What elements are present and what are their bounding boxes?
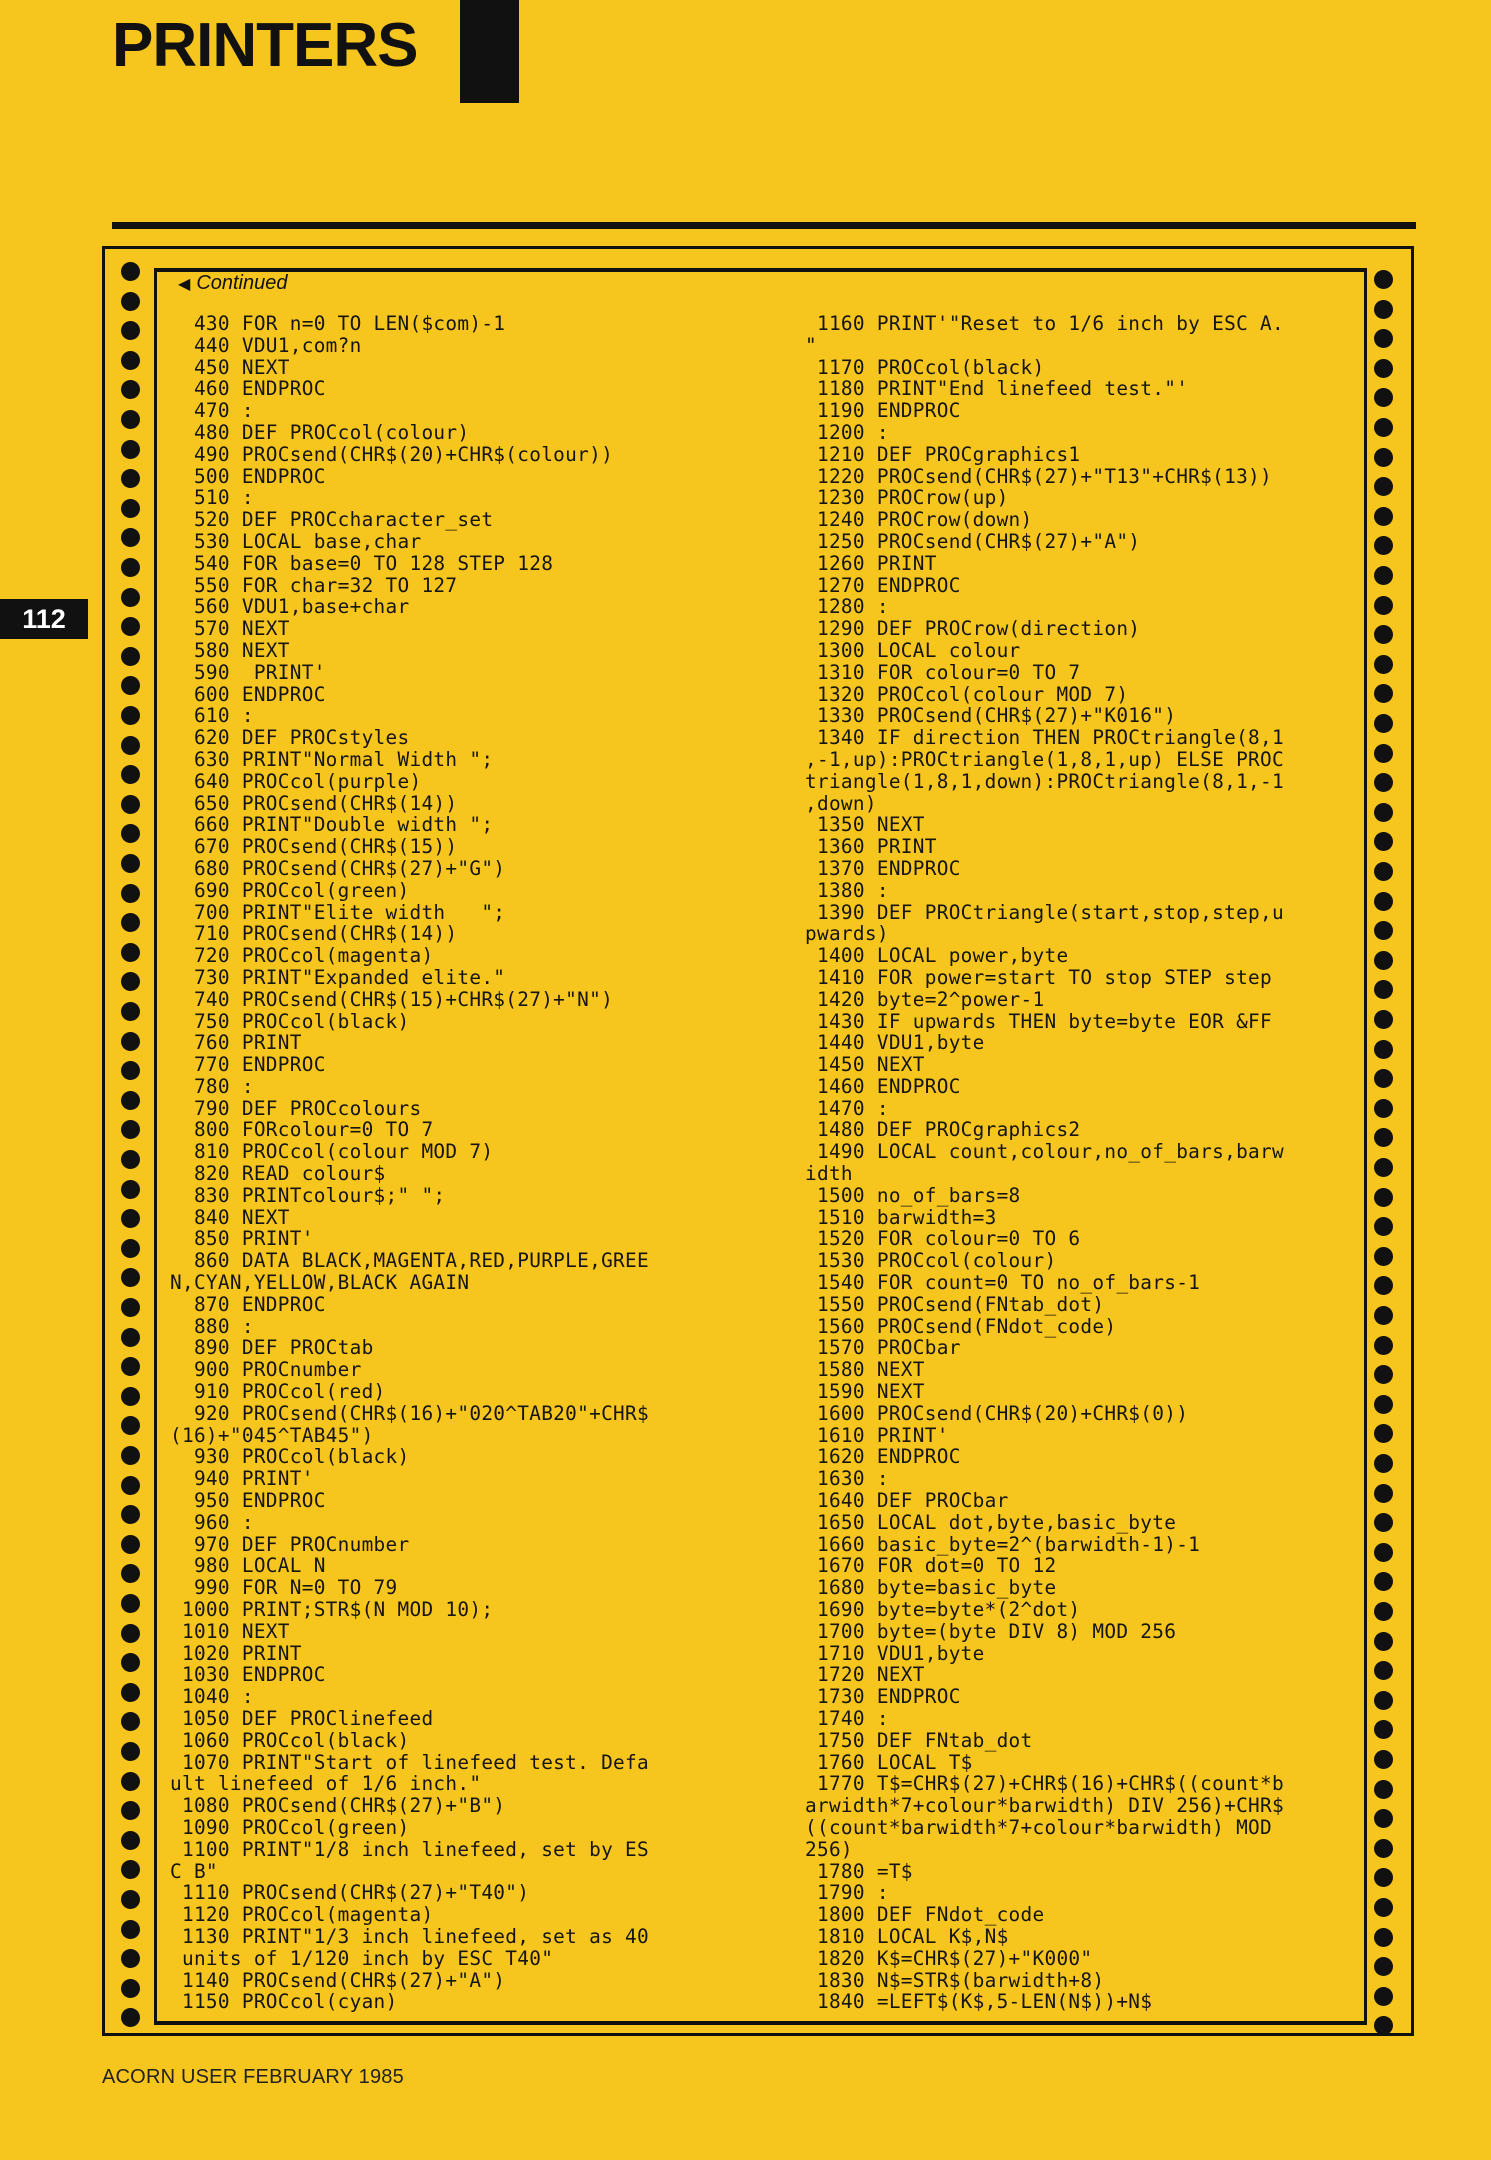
code-line: 790 DEF PROCcolours [170, 1096, 422, 1120]
tractor-hole [121, 292, 140, 311]
code-line: 1200 : [805, 420, 889, 444]
code-line: ,down) [805, 791, 877, 815]
tractor-hole [121, 1772, 140, 1791]
tractor-hole [1374, 714, 1393, 733]
code-line: 1320 PROCcol(colour MOD 7) [805, 682, 1129, 706]
code-line: 650 PROCsend(CHR$(14)) [170, 791, 458, 815]
code-line: 550 FOR char=32 TO 127 [170, 573, 458, 597]
code-line: 1600 PROCsend(CHR$(20)+CHR$(0)) [805, 1401, 1189, 1425]
page-title: PRINTERS [112, 11, 418, 80]
code-line: 910 PROCcol(red) [170, 1380, 386, 1404]
code-line: 1040 : [170, 1685, 254, 1709]
code-line: 1720 NEXT [805, 1663, 925, 1687]
tractor-hole [1374, 803, 1393, 822]
code-line: 1340 IF direction THEN PROCtriangle(8,1 [805, 726, 1284, 750]
code-line: C B" [170, 1859, 218, 1883]
code-line: 1360 PRINT [805, 835, 937, 859]
footer-publication: ACORN USER FEBRUARY 1985 [102, 2066, 404, 2088]
code-line: 1110 PROCsend(CHR$(27)+"T40") [170, 1881, 530, 1905]
tractor-hole [1374, 1484, 1393, 1503]
tractor-hole [1374, 1928, 1393, 1947]
tractor-hole [121, 558, 140, 577]
tractor-hole [1374, 1099, 1393, 1118]
code-line: 1330 PROCsend(CHR$(27)+"K016") [805, 704, 1177, 728]
code-line: 780 : [170, 1074, 254, 1098]
tractor-hole [1374, 1780, 1393, 1799]
tractor-hole [121, 499, 140, 518]
code-line: 870 ENDPROC [170, 1292, 326, 1316]
code-line: 1230 PROCrow(up) [805, 486, 1009, 510]
code-line: 540 FOR base=0 TO 128 STEP 128 [170, 551, 554, 575]
code-line: 450 NEXT [170, 355, 290, 379]
tractor-hole [121, 647, 140, 666]
code-line: 1620 ENDPROC [805, 1445, 961, 1469]
code-line: 1570 PROCbar [805, 1336, 961, 1360]
code-line: 1480 DEF PROCgraphics2 [805, 1118, 1081, 1142]
code-line: 1100 PRINT"1/8 inch linefeed, set by ES [170, 1837, 649, 1861]
tractor-hole [121, 588, 140, 607]
code-line: 500 ENDPROC [170, 464, 326, 488]
tractor-hole [121, 943, 140, 962]
code-line: ,-1,up):PROCtriangle(1,8,1,up) ELSE PROC [805, 747, 1284, 771]
code-line: 1440 VDU1,byte [805, 1031, 985, 1055]
code-line: 1030 ENDPROC [170, 1663, 326, 1687]
code-line: 920 PROCsend(CHR$(16)+"020^TAB20"+CHR$ [170, 1401, 649, 1425]
code-line: 940 PRINT' [170, 1467, 314, 1491]
code-line: 1770 T$=CHR$(27)+CHR$(16)+CHR$((count*b [805, 1772, 1284, 1796]
tractor-hole [121, 351, 140, 370]
code-line: 1300 LOCAL colour [805, 638, 1021, 662]
code-line: 570 NEXT [170, 617, 290, 641]
code-line: 1120 PROCcol(magenta) [170, 1903, 434, 1927]
tractor-hole [1374, 1750, 1393, 1769]
code-line: 1670 FOR dot=0 TO 12 [805, 1554, 1057, 1578]
code-line: 1550 PROCsend(FNtab_dot) [805, 1292, 1105, 1316]
code-line: 1760 LOCAL T$ [805, 1750, 973, 1774]
tractor-hole [121, 1387, 140, 1406]
code-line: 840 NEXT [170, 1205, 290, 1229]
code-line: 1240 PROCrow(down) [805, 508, 1033, 532]
code-line: 530 LOCAL base,char [170, 529, 422, 553]
code-line: 1660 basic_byte=2^(barwidth-1)-1 [805, 1532, 1201, 1556]
code-line: 680 PROCsend(CHR$(27)+"G") [170, 856, 506, 880]
code-line: units of 1/120 inch by ESC T40" [170, 1946, 554, 1970]
code-line: 1260 PRINT [805, 551, 937, 575]
tractor-hole [121, 1002, 140, 1021]
tractor-hole [1374, 1395, 1393, 1414]
tractor-hole [1374, 418, 1393, 437]
code-line: 580 NEXT [170, 638, 290, 662]
code-line: 430 FOR n=0 TO LEN($com)-1 [170, 312, 506, 335]
code-line: 1020 PRINT [170, 1641, 302, 1665]
tractor-hole [121, 706, 140, 725]
tractor-hole [121, 1624, 140, 1643]
code-line: 1730 ENDPROC [805, 1685, 961, 1709]
code-line: 600 ENDPROC [170, 682, 326, 706]
code-line: 256) [805, 1837, 853, 1861]
tractor-hole [1374, 1898, 1393, 1917]
tractor-hole [121, 1446, 140, 1465]
code-line: 1530 PROCcol(colour) [805, 1249, 1057, 1273]
header-accent-block [460, 0, 519, 103]
code-line: 930 PROCcol(black) [170, 1445, 410, 1469]
code-line: 1450 NEXT [805, 1053, 925, 1077]
code-line: 1380 : [805, 878, 889, 902]
continued-arrow-icon: ◀ [178, 276, 191, 293]
tractor-hole [121, 1683, 140, 1702]
code-line: 670 PROCsend(CHR$(15)) [170, 835, 458, 859]
code-line: 1630 : [805, 1467, 889, 1491]
code-line: 880 : [170, 1314, 254, 1338]
tractor-hole [121, 410, 140, 429]
code-line: 800 FORcolour=0 TO 7 [170, 1118, 434, 1142]
tractor-hole [121, 1328, 140, 1347]
code-line: 610 : [170, 704, 254, 728]
code-line: 1270 ENDPROC [805, 573, 961, 597]
code-line: 1840 =LEFT$(K$,5-LEN(N$))+N$ [805, 1990, 1153, 2014]
code-line: 820 READ colour$ [170, 1162, 386, 1186]
tractor-hole [1374, 1040, 1393, 1059]
code-line: 970 DEF PROCnumber [170, 1532, 410, 1556]
code-line: 1220 PROCsend(CHR$(27)+"T13"+CHR$(13)) [805, 464, 1272, 488]
code-line: 470 : [170, 399, 254, 423]
code-line: 1390 DEF PROCtriangle(start,stop,step,u [805, 900, 1284, 924]
tractor-hole [121, 1239, 140, 1258]
code-line: 1130 PRINT"1/3 inch linefeed, set as 40 [170, 1924, 649, 1948]
code-line: idth [805, 1162, 853, 1186]
code-line: 1540 FOR count=0 TO no_of_bars-1 [805, 1271, 1201, 1295]
tractor-hole [121, 1091, 140, 1110]
code-line: 900 PROCnumber [170, 1358, 362, 1382]
code-line: 720 PROCcol(magenta) [170, 944, 434, 968]
tractor-hole [121, 1979, 140, 1998]
code-line: ((count*barwidth*7+colour*barwidth) MOD [805, 1815, 1272, 1839]
code-line: " [805, 333, 817, 357]
tractor-hole [121, 1594, 140, 1613]
tractor-hole [121, 854, 140, 873]
code-line: 980 LOCAL N [170, 1554, 326, 1578]
tractor-hole [1374, 1010, 1393, 1029]
listing-column-right [805, 313, 1284, 2013]
code-line: 1680 byte=basic_byte [805, 1576, 1057, 1600]
code-line: N,CYAN,YELLOW,BLACK AGAIN [170, 1271, 470, 1295]
code-line: 960 : [170, 1510, 254, 1534]
tractor-hole [121, 884, 140, 903]
code-line: 1180 PRINT"End linefeed test."' [805, 377, 1189, 401]
code-line: 1290 DEF PROCrow(direction) [805, 617, 1141, 641]
code-line: 460 ENDPROC [170, 377, 326, 401]
tractor-hole [121, 1920, 140, 1939]
code-line: 1740 : [805, 1707, 889, 1730]
code-line: 760 PRINT [170, 1031, 302, 1055]
code-line: 1310 FOR colour=0 TO 7 [805, 660, 1081, 684]
code-line: 510 : [170, 486, 254, 510]
code-line: 1560 PROCsend(FNdot_code) [805, 1314, 1117, 1338]
code-line: 590 PRINT' [170, 660, 326, 684]
tractor-hole [1374, 596, 1393, 615]
code-line: 850 PRINT' [170, 1227, 314, 1251]
code-line: 480 DEF PROCcol(colour) [170, 420, 470, 444]
code-line: 1250 PROCsend(CHR$(27)+"A") [805, 529, 1141, 553]
code-line: 810 PROCcol(colour MOD 7) [170, 1140, 494, 1164]
code-line: 750 PROCcol(black) [170, 1009, 410, 1033]
tractor-hole [1374, 1632, 1393, 1651]
code-line: 1050 DEF PROClinefeed [170, 1707, 434, 1730]
code-line: 630 PRINT"Normal Width "; [170, 747, 494, 771]
tractor-hole [1374, 1188, 1393, 1207]
code-line: 1590 NEXT [805, 1380, 925, 1404]
code-line: 1080 PROCsend(CHR$(27)+"B") [170, 1794, 506, 1818]
code-line: 770 ENDPROC [170, 1053, 326, 1077]
code-line: 690 PROCcol(green) [170, 878, 410, 902]
code-line: 1780 =T$ [805, 1859, 913, 1883]
tractor-hole [121, 440, 140, 459]
tractor-hole [1374, 1839, 1393, 1858]
code-line: 990 FOR N=0 TO 79 [170, 1576, 398, 1600]
code-line: 860 DATA BLACK,MAGENTA,RED,PURPLE,GREE [170, 1249, 649, 1273]
code-line: 1820 K$=CHR$(27)+"K000" [805, 1946, 1093, 1970]
code-line: 440 VDU1,com?n [170, 333, 362, 357]
tractor-hole [121, 1150, 140, 1169]
code-line: 1000 PRINT;STR$(N MOD 10); [170, 1598, 494, 1622]
tractor-hole [1374, 1336, 1393, 1355]
tractor-hole [1374, 359, 1393, 378]
code-line: 1650 LOCAL dot,byte,basic_byte [805, 1510, 1177, 1534]
code-line: 660 PRINT"Double width "; [170, 813, 494, 837]
code-line: 1280 : [805, 595, 889, 619]
code-line: pwards) [805, 922, 889, 946]
code-line: 620 DEF PROCstyles [170, 726, 410, 750]
code-line: 1790 : [805, 1881, 889, 1905]
tractor-hole [121, 1180, 140, 1199]
code-line: ult linefeed of 1/6 inch." [170, 1772, 482, 1796]
page-number-tab [0, 599, 88, 639]
code-line: 710 PROCsend(CHR$(14)) [170, 922, 458, 946]
tractor-hole [1374, 1158, 1393, 1177]
code-line: 1750 DEF FNtab_dot [805, 1728, 1033, 1752]
tractor-hole [1374, 1306, 1393, 1325]
code-line: 1500 no_of_bars=8 [805, 1183, 1021, 1207]
tractor-hole [1374, 892, 1393, 911]
tractor-hole [1374, 507, 1393, 526]
code-line: 1830 N$=STR$(barwidth+8) [805, 1968, 1105, 1992]
tractor-hole [121, 1742, 140, 1761]
code-line: 830 PRINTcolour$;" "; [170, 1183, 446, 1207]
code-line: 1520 FOR colour=0 TO 6 [805, 1227, 1081, 1251]
continued-label [178, 272, 288, 295]
tractor-hole [1374, 566, 1393, 585]
code-line: triangle(1,8,1,down):PROCtriangle(8,1,-1 [805, 769, 1284, 793]
code-line: 890 DEF PROCtab [170, 1336, 374, 1360]
code-line: 1420 byte=2^power-1 [805, 987, 1045, 1011]
page-number: 112 [22, 603, 66, 634]
code-line: 1510 barwidth=3 [805, 1205, 997, 1229]
code-line: 520 DEF PROCcharacter_set [170, 508, 494, 532]
tractor-hole [1374, 270, 1393, 289]
tractor-hole [1374, 300, 1393, 319]
code-line: 1090 PROCcol(green) [170, 1815, 410, 1839]
tractor-hole [1374, 1454, 1393, 1473]
code-line: 1400 LOCAL power,byte [805, 944, 1069, 968]
code-line: 1150 PROCcol(cyan) [170, 1990, 398, 2014]
code-line: 1070 PRINT"Start of linefeed test. Defa [170, 1750, 649, 1774]
code-line: 1700 byte=(byte DIV 8) MOD 256 [805, 1619, 1177, 1643]
tractor-hole [121, 1476, 140, 1495]
tractor-hole [121, 1298, 140, 1317]
code-line: 1350 NEXT [805, 813, 925, 837]
code-line: 1010 NEXT [170, 1619, 290, 1643]
code-line: 1610 PRINT' [805, 1423, 949, 1447]
tractor-hole [121, 736, 140, 755]
tractor-hole [1374, 951, 1393, 970]
code-line: 1170 PROCcol(black) [805, 355, 1045, 379]
code-line: 1460 ENDPROC [805, 1074, 961, 1098]
code-line: (16)+"045^TAB45") [170, 1423, 374, 1447]
code-line: 1370 ENDPROC [805, 856, 961, 880]
tractor-hole [121, 1032, 140, 1051]
tractor-hole [121, 795, 140, 814]
tractor-hole [121, 262, 140, 281]
tractor-hole [1374, 744, 1393, 763]
tractor-hole [121, 1890, 140, 1909]
tractor-hole [1374, 1691, 1393, 1710]
tractor-hole [121, 1535, 140, 1554]
code-line: 700 PRINT"Elite width "; [170, 900, 506, 924]
code-line: 1160 PRINT'"Reset to 1/6 inch by ESC A. [805, 312, 1284, 335]
code-line: 1800 DEF FNdot_code [805, 1903, 1045, 1927]
code-line: 950 ENDPROC [170, 1489, 326, 1513]
code-line: 1140 PROCsend(CHR$(27)+"A") [170, 1968, 506, 1992]
tractor-hole [1374, 1543, 1393, 1562]
code-line: 1470 : [805, 1096, 889, 1120]
code-line: arwidth*7+colour*barwidth) DIV 256)+CHR$ [805, 1794, 1284, 1818]
tractor-hole [1374, 1602, 1393, 1621]
code-line: 1490 LOCAL count,colour,no_of_bars,barw [805, 1140, 1284, 1164]
tractor-hole [1374, 1987, 1393, 2006]
code-line: 1580 NEXT [805, 1358, 925, 1382]
header-rule [112, 222, 1416, 229]
code-line: 730 PRINT"Expanded elite." [170, 965, 506, 989]
code-line: 1430 IF upwards THEN byte=byte EOR &FF [805, 1009, 1272, 1033]
tractor-hole [1374, 655, 1393, 674]
tractor-hole [1374, 862, 1393, 881]
code-line: 1190 ENDPROC [805, 399, 961, 423]
code-line: 1210 DEF PROCgraphics1 [805, 442, 1081, 466]
code-line: 1410 FOR power=start TO stop STEP step [805, 965, 1272, 989]
code-line: 1810 LOCAL K$,N$ [805, 1924, 1009, 1948]
listing-column-left [170, 313, 649, 2013]
code-line: 1640 DEF PROCbar [805, 1489, 1009, 1513]
tractor-hole [1374, 1247, 1393, 1266]
code-line: 1060 PROCcol(black) [170, 1728, 410, 1752]
code-line: 640 PROCcol(purple) [170, 769, 422, 793]
tractor-hole [1374, 448, 1393, 467]
code-line: 560 VDU1,base+char [170, 595, 410, 619]
continued-text: Continued [196, 272, 288, 294]
code-line: 740 PROCsend(CHR$(15)+CHR$(27)+"N") [170, 987, 614, 1011]
tractor-hole [121, 1831, 140, 1850]
code-line: 1690 byte=byte*(2^dot) [805, 1598, 1081, 1622]
code-line: 1710 VDU1,byte [805, 1641, 985, 1665]
code-line: 490 PROCsend(CHR$(20)+CHR$(colour)) [170, 442, 614, 466]
